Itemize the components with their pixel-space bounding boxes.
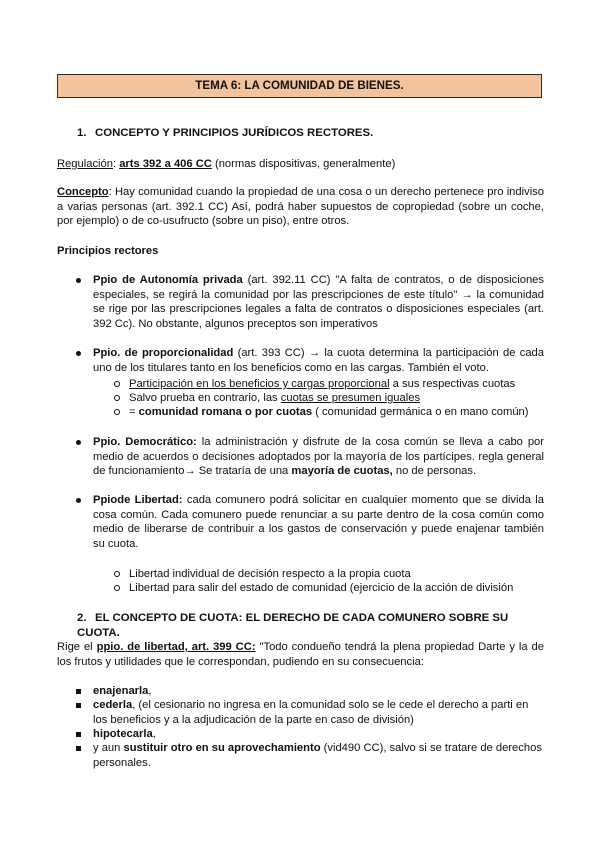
principio-democratico-end: no de personas. (392, 465, 477, 478)
principio-proporcionalidad-text: (art. 393 CC) → la cuota determina la participación de cada uno de los titulares tanto en los beneficios como en las cargas. También el voto. (93, 347, 544, 374)
facultad-4-text: (vid490 CC), salvo si se tratare de derechos personales. (93, 742, 542, 769)
circle-bullet-icon (114, 571, 120, 577)
principio-autonomia (72, 273, 544, 331)
section-1-heading (77, 126, 544, 141)
rige-ref: ppio. de libertad, art. 399 CC: (96, 641, 256, 653)
rige-pre: Rige el (57, 641, 97, 653)
concepto-text: : Hay comunidad cuando la propiedad de una cosa o un derecho pertenece pro indiviso a varias personas (art. 392.1 CC) Así, podrá haber supuestos de copropiedad (sobre un coche, por ejemplo) o de co-usufructo (sobre un piso), entre otros. (57, 186, 544, 228)
principio-democratico (72, 435, 544, 479)
regulacion-label: Regulación (57, 158, 113, 170)
facultad-4-bold: sustituir otro en su aprovechamiento (123, 742, 321, 754)
sub-2-pre: Salvo prueba en contrario, las (129, 392, 281, 404)
facultad-4-pre: y aun (93, 742, 124, 754)
sub-1-rest: a sus respectivas cuotas (389, 378, 516, 390)
principios-heading: Principios rectores (57, 245, 159, 257)
facultad-2-text: , (el cesionario no ingresa en la comunidad solo se le cede el derecho a parti en los beneficios y a la adjudicación de la parte en caso de división) (93, 699, 529, 726)
facultad-enajenar (72, 684, 544, 699)
square-bullet-icon (76, 689, 81, 694)
principio-proporcionalidad (72, 346, 544, 375)
principio-democratico-title: Ppio. Democrático: (93, 436, 197, 448)
proporcionalidad-sub-1 (114, 377, 544, 392)
regulacion-colon: : (112, 158, 117, 170)
principio-libertad-text: cada comunero podrá solicitar en cualquier momento que se divida la cosa común. Cada comunero puede renunciar a su parte dentro de la cosa común como medio de liberarse de contribuir a los gastos de conservación y puede enajenar también su cuota. (93, 494, 544, 550)
concepto-paragraph (57, 185, 544, 229)
proporcionalidad-sub-2 (114, 391, 544, 406)
libertad-sub-1 (114, 567, 544, 582)
bullet-icon (76, 440, 81, 445)
sub-3-bold: comunidad romana o por cuotas (138, 406, 313, 418)
concepto-label: Concepto (57, 186, 109, 198)
circle-bullet-icon (114, 395, 120, 401)
libertad-sub-2-text: Libertad para salir del estado de comunidad (ejercicio de la acción de división (129, 582, 514, 594)
regulacion-paragraph (57, 157, 544, 172)
sub-3-rest: ( comunidad germánica o en mano común) (312, 406, 529, 418)
section-1-title: CONCEPTO Y PRINCIPIOS JURÍDICOS RECTORES. (95, 127, 374, 139)
section-2-number: 2. (77, 612, 87, 624)
square-bullet-icon (76, 703, 81, 708)
square-bullet-icon (76, 732, 81, 737)
principio-democratico-text: la administración y disfrute de la cosa común se lleva a cabo por medio de acuerdos o decisiones adoptados por la mayoría de los partícipes. regla general de funcionamiento→ Se trataría de una (93, 436, 544, 478)
document-title: TEMA 6: LA COMUNIDAD DE BIENES. (57, 74, 542, 98)
circle-bullet-icon (114, 409, 120, 415)
rige-paragraph (57, 640, 544, 669)
facultad-2-bold: cederla (93, 699, 133, 711)
principio-autonomia-text: (art. 392.11 CC) "A falta de contratos, o de disposiciones especiales, se regirá la comunidad por las prescripciones de este título" → la comunidad se rige por las prescripciones legales a falta de contratos o disposiciones especiales (art. 392 Cc). No obstante, algunos preceptos son imperativos (93, 274, 544, 330)
sub-1-underlined: Participación en los beneficios y cargas proporcional (129, 378, 390, 390)
regulacion-rest: (normas dispositivas, generalmente) (211, 158, 396, 170)
bullet-icon (76, 351, 81, 356)
square-bullet-icon (76, 746, 81, 751)
circle-bullet-icon (114, 381, 120, 387)
section-2-title: EL CONCEPTO DE CUOTA: EL DERECHO DE CADA COMUNERO SOBRE SU CUOTA. (77, 612, 509, 639)
principio-autonomia-title: Ppio de Autonomía privada (93, 274, 243, 286)
section-1-number: 1. (77, 127, 87, 139)
libertad-sub-2 (114, 581, 544, 596)
facultad-ceder (72, 698, 544, 727)
proporcionalidad-sub-3 (114, 405, 544, 420)
facultad-sustituir (72, 741, 544, 770)
section-2-heading (77, 611, 544, 640)
principio-libertad (72, 493, 544, 551)
rige-text: "Todo condueño tendrá la plena propiedad Darte y la de los frutos y utilidades que le correspondan, pudiendo en su consecuencia: (57, 641, 544, 668)
circle-bullet-icon (114, 585, 120, 591)
facultad-3-text: , (152, 728, 156, 740)
principio-libertad-title: Ppiode Libertad: (93, 494, 183, 506)
bullet-icon (76, 278, 81, 283)
facultad-1-text: , (148, 685, 152, 697)
principio-proporcionalidad-title: Ppio. de proporcionalidad (93, 347, 234, 359)
sub-2-underlined: cuotas se presumen iguales (280, 392, 421, 404)
facultad-hipotecar (72, 727, 544, 742)
facultad-1-bold: enajenarla (93, 685, 149, 697)
principio-democratico-bold: mayoría de cuotas, (291, 465, 393, 478)
facultad-3-bold: hipotecarla (93, 728, 153, 740)
bullet-icon (76, 498, 81, 503)
sub-3-pre: = (129, 406, 139, 418)
regulacion-ref: arts 392 a 406 CC (119, 158, 212, 170)
libertad-sub-1-text: Libertad individual de decisión respecto a la propia cuota (129, 568, 411, 580)
